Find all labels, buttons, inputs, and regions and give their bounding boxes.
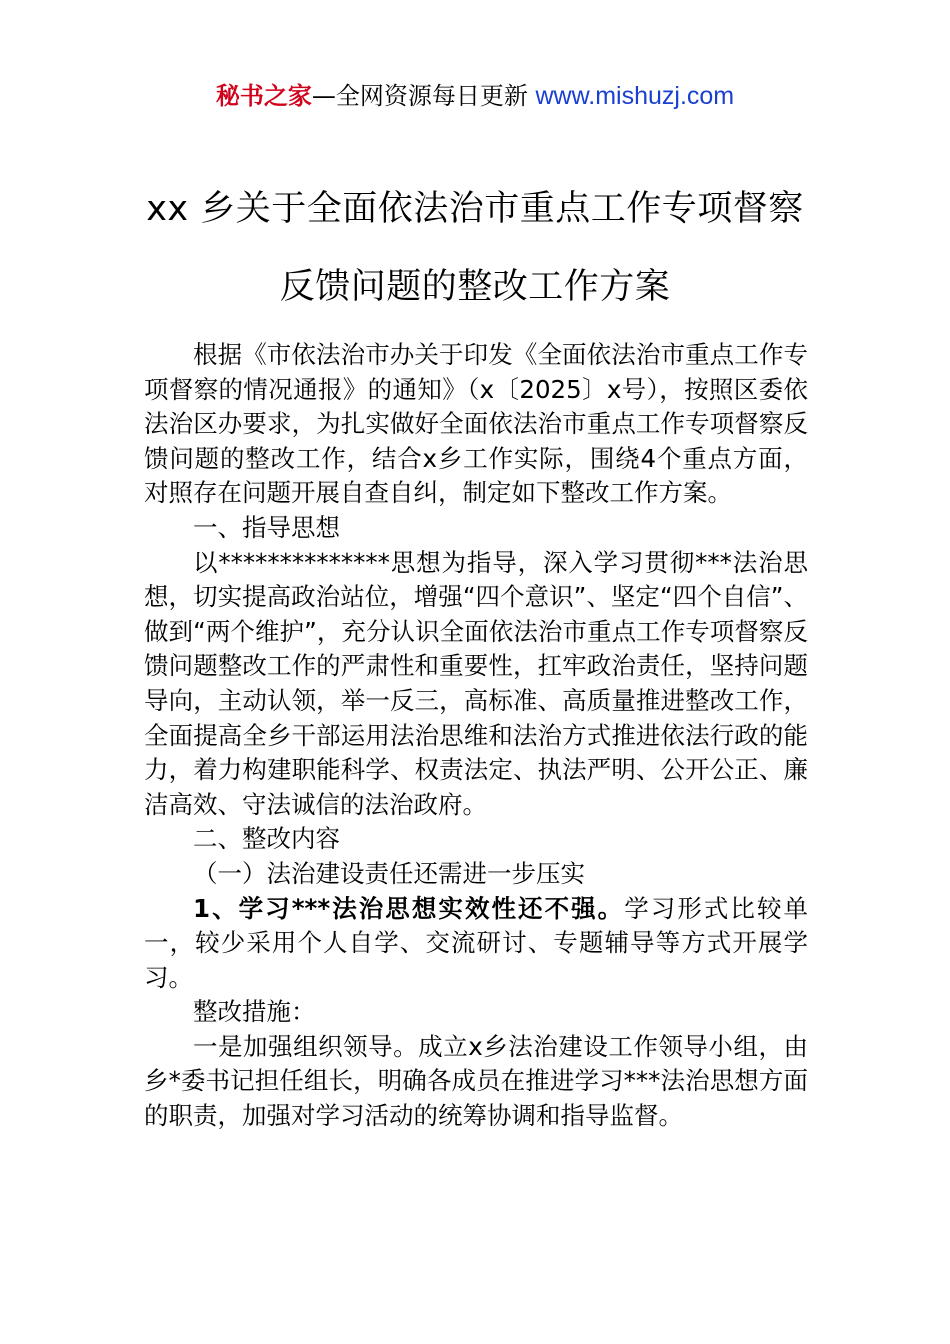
site-tagline: —全网资源每日更新	[311, 82, 536, 110]
measures-label: 整改措施：	[193, 997, 316, 1027]
item-1-text: 学习形式比较单一，较少采用个人自学、交流研讨、专题辅导等方式开展学习。	[144, 893, 809, 992]
title-line-1: xx 乡关于全面依法治市重点工作专项督察	[146, 189, 804, 229]
section-heading-guiding-thought: 一、指导思想	[193, 512, 340, 542]
site-url-link[interactable]: www.mishuzj.com	[535, 82, 735, 110]
subsection-heading-responsibility: （一）法治建设责任还需进一步压实	[193, 858, 585, 888]
item-1-paragraph	[144, 892, 808, 996]
section-heading-rectification-content: 二、整改内容	[193, 824, 340, 854]
intro-paragraph: 根据《市依法治市办关于印发《全面依法治市重点工作专项督察的情况通报》的通知》（x〔2025〕x号），按照区委依法治区办要求，为扎实做好全面依法治市重点工作专项督察反馈问题的整改工作，结合x乡工作实际，围绕4个重点方面，对照存在问题开展自查自纠，制定如下整改工作方案。	[144, 340, 808, 508]
measure-1-paragraph: 一是加强组织领导。成立x乡法治建设工作领导小组，由乡*委书记担任组长，明确各成员在推进学习***法治思想方面的职责，加强对学习活动的统筹协调和指导监督。	[144, 1031, 808, 1131]
item-1-bold-lead: 1、学习***法治思想实效性还不强。	[193, 893, 625, 923]
document-title	[100, 170, 850, 326]
brand-name: 秘书之家	[215, 82, 312, 110]
site-header	[0, 80, 950, 112]
guiding-thought-paragraph: 以**************思想为指导，深入学习贯彻***法治思想，切实提高政治站位，增强“四个意识”、坚定“四个自信”、做到“两个维护”，充分认识全面依法治市重点工作专项督察反馈问题整改工作的严肃性和重要性，扛牢政治责任，坚持问题导向，主动认领，举一反三，高标准、高质量推进整改工作，全面提高全乡干部运用法治思维和法治方式推进依法行政的能力，着力构建职能科学、权责法定、执法严明、公开公正、廉洁高效、守法诚信的法治政府。	[144, 547, 808, 819]
title-line-2: 反馈问题的整改工作方案	[279, 267, 671, 307]
document-body	[144, 338, 808, 1134]
